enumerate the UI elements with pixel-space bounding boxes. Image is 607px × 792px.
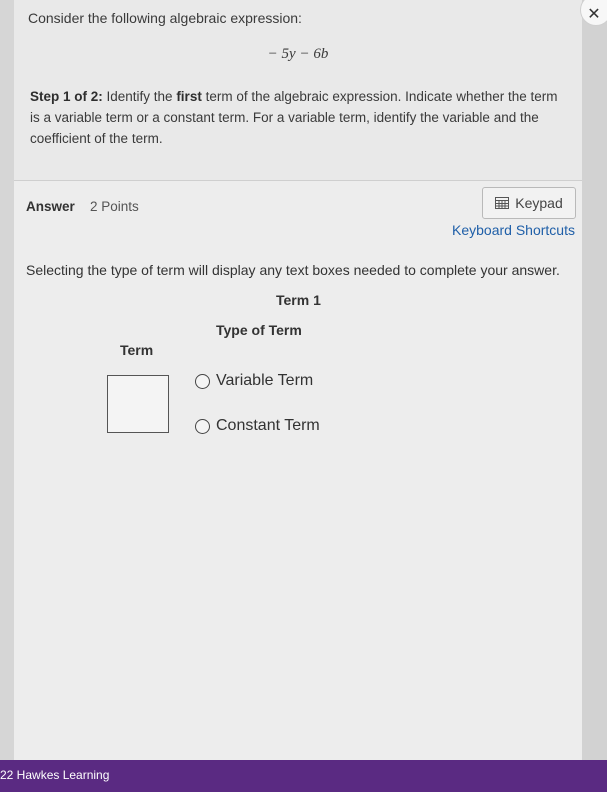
constant-term-label: Constant Term <box>216 417 320 434</box>
keypad-label: Keypad <box>515 195 563 211</box>
variable-term-label: Variable Term <box>216 372 314 389</box>
step-text-part-1: Identify the <box>102 89 177 104</box>
variable-term-option[interactable] <box>195 372 313 390</box>
points-label: 2 Points <box>90 199 139 214</box>
term-1-header: Term 1 <box>276 292 321 308</box>
step-instructions <box>30 86 566 149</box>
term-input-box[interactable] <box>107 375 169 433</box>
question-panel <box>14 0 582 760</box>
step-emphasis: first <box>176 89 202 104</box>
answer-instruction: Selecting the type of term will display any text boxes needed to complete your answer. <box>26 262 560 278</box>
keypad-icon <box>495 197 509 209</box>
step-label: Step 1 of 2: <box>30 89 103 104</box>
answer-label: Answer <box>26 199 75 214</box>
keyboard-shortcuts-link[interactable]: Keyboard Shortcuts <box>452 222 575 238</box>
right-margin <box>582 0 607 760</box>
constant-term-radio[interactable] <box>195 419 210 434</box>
constant-term-option[interactable] <box>195 417 320 435</box>
step-text-part-2: term of the algebraic expression. Indicate whether the term is a variable term or a constant term. For a variable term, identify the variable and the coefficient of the term. <box>30 89 558 146</box>
question-prompt: Consider the following algebraic expression: <box>28 10 302 26</box>
left-margin <box>0 0 14 760</box>
footer-bar <box>0 760 607 792</box>
keypad-button[interactable] <box>482 187 576 219</box>
algebraic-expression: − 5y − 6b <box>267 46 329 62</box>
type-of-term-header: Type of Term <box>216 322 302 338</box>
close-icon: ✕ <box>587 6 601 23</box>
question-section <box>14 0 582 181</box>
term-column-label: Term <box>120 342 154 358</box>
copyright-text: 22 Hawkes Learning <box>0 768 110 782</box>
variable-term-radio[interactable] <box>195 374 210 389</box>
